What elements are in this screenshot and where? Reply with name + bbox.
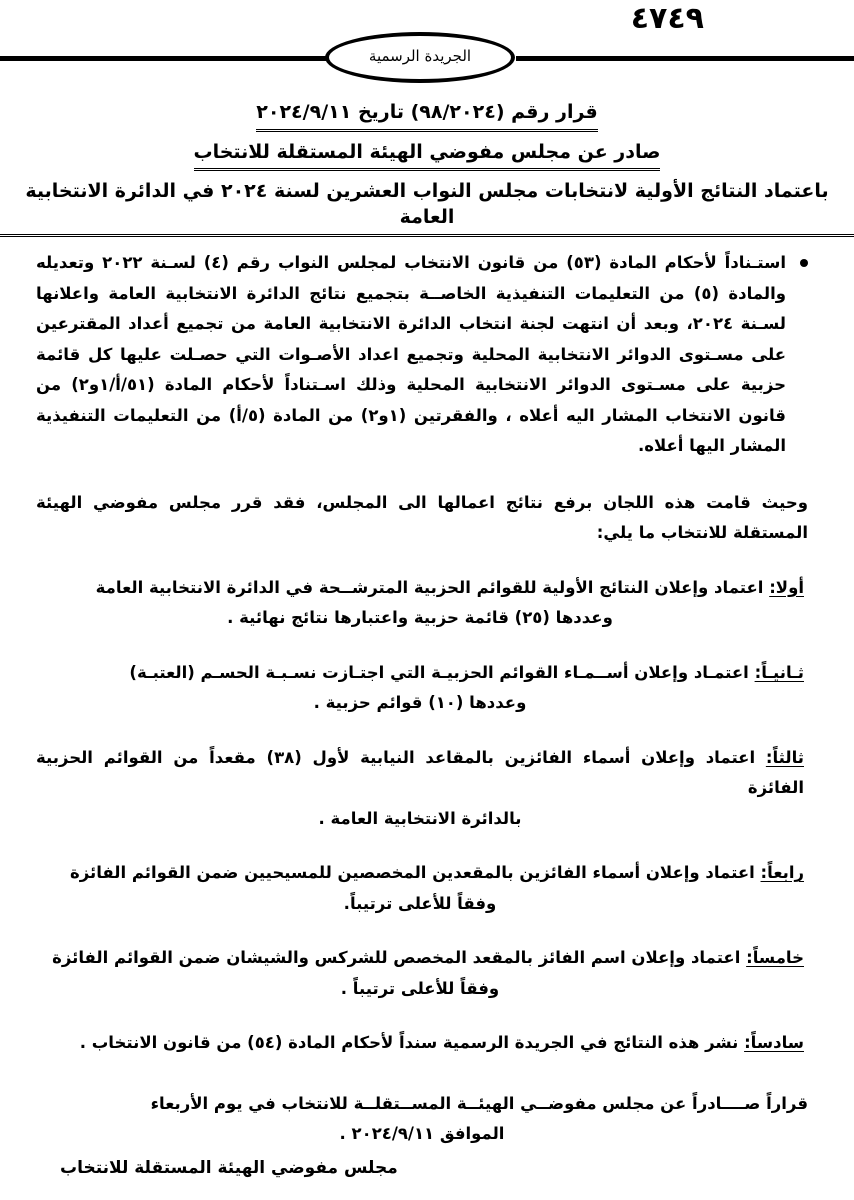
resolution-item-6 — [36, 1028, 808, 1059]
resolution-ordinal: ثـانيـاً: — [754, 662, 804, 682]
resolution-tail: وعددها (٢٥) قائمة حزبية واعتبارها نتائج نهائية . — [227, 608, 613, 628]
headline-block — [0, 100, 854, 245]
headline-decision-number: قرار رقم (٩٨/٢٠٢٤) تاريخ ٢٠٢٤/٩/١١ — [0, 100, 854, 132]
whereas-text: وحيث قامت هذه اللجان برفع نتائج اعمالها الى المجلس، فقد قرر مجلس مفوضي الهيئة المستقلة للانتخاب ما يلي: — [36, 492, 808, 543]
closing-date-line: الموافق ٢٠٢٤/٩/١١ . — [339, 1124, 505, 1144]
resolution-text: اعتماد وإعلان أسماء الفائزين بالمقعدين المخصصين للمسيحيين ضمن القوائم الفائزة — [70, 863, 755, 883]
preamble-paragraph — [36, 248, 808, 462]
resolution-tail: وفقاً للأعلى ترتيباً. — [343, 893, 497, 913]
resolution-ordinal: ثالثاً: — [765, 747, 804, 767]
closing-text: قراراً صــــادراً عن مجلس مفوضــي الهيئــة المســتقلــة للانتخاب في يوم الأربعاء — [150, 1093, 808, 1113]
resolution-ordinal: أولا: — [769, 577, 804, 597]
resolution-text: نشر هذه النتائج في الجريدة الرسمية سنداً لأحكام المادة (٥٤) من قانون الانتخاب . — [79, 1033, 739, 1053]
signature-block: مجلس مفوضي الهيئة المستقلة للانتخاب — [60, 1158, 398, 1178]
masthead — [0, 32, 854, 84]
resolution-item-5 — [36, 943, 808, 1004]
masthead-rule-right — [516, 56, 854, 61]
resolution-tail: وعددها (١٠) قوائم حزبية . — [313, 693, 527, 713]
resolution-item-2 — [36, 658, 808, 719]
masthead-oval — [325, 32, 515, 83]
resolution-ordinal: سادساً: — [744, 1033, 804, 1053]
resolution-ordinal: رابعاً: — [760, 863, 804, 883]
resolution-text: اعتمـاد وإعلان أســمـاء القوائم الحزبيـة التي اجتـازت نسـبـة الحسـم (العتبـة) — [129, 662, 749, 682]
headline-issuer: صادر عن مجلس مفوضي الهيئة المستقلة للانتخاب — [0, 140, 854, 172]
masthead-rule-left — [0, 56, 328, 61]
page-number: ٤٧٤٩ — [630, 1, 704, 36]
preamble-text: استـناداً لأحكام المادة (٥٣) من قانون الانتخاب لمجلس النواب رقم (٤) لسـنة ٢٠٢٢ وتعديله والمادة (٥) من التعليمات التنفيذية الخاصــة بتجميع نتائج الدائرة الانتخابية العامة واعلانها لسـنة ٢٠٢٤، وبعد أن انتهت لجنة انتخاب الدائرة الانتخابية العامة من تجميع أعداد المقترعين على مسـتوى الدوائر الانتخابية المحلية وتجميع اعداد الأصـوات التي حصـلت عليها كل قائمة حزبية على مسـتوى الدوائر الانتخابية المحلية وذلك اسـتناداً لأحكام المادة (٥١/أ/١و٢) من قانون الانتخاب المشار اليه أعلاه ، والفقرتين (١و٢) من المادة (٥/أ) من التعليمات التنفيذية المشار اليها أعلاه. — [36, 253, 786, 456]
resolution-item-1 — [36, 573, 808, 634]
resolution-item-4 — [36, 858, 808, 919]
resolution-text: اعتماد وإعلان النتائج الأولية للقوائم الحزبية المترشــحة في الدائرة الانتخابية العامة — [95, 577, 764, 597]
resolution-tail: وفقاً للأعلى ترتيباً . — [340, 978, 500, 998]
resolution-ordinal: خامساً: — [746, 948, 804, 968]
bullet-icon — [800, 259, 808, 267]
resolution-item-3 — [36, 743, 808, 835]
resolution-text: اعتماد وإعلان اسم الفائز بالمقعد المخصص للشركس والشيشان ضمن القوائم الفائزة — [52, 948, 741, 968]
resolution-text: اعتماد وإعلان أسماء الفائزين بالمقاعد النيابية لأول (٣٨) مقعداً من القوائم الحزبية الفائزة — [36, 747, 804, 798]
headline-subject: باعتماد النتائج الأولية لانتخابات مجلس النواب العشرين لسنة ٢٠٢٤ في الدائرة الانتخابية العامة — [0, 179, 854, 236]
whereas-paragraph — [36, 488, 808, 549]
document-body — [36, 248, 808, 1150]
closing-paragraph — [36, 1089, 808, 1150]
resolution-tail: بالدائرة الانتخابية العامة . — [318, 808, 522, 828]
masthead-title: الجريدة الرسمية — [368, 47, 472, 65]
